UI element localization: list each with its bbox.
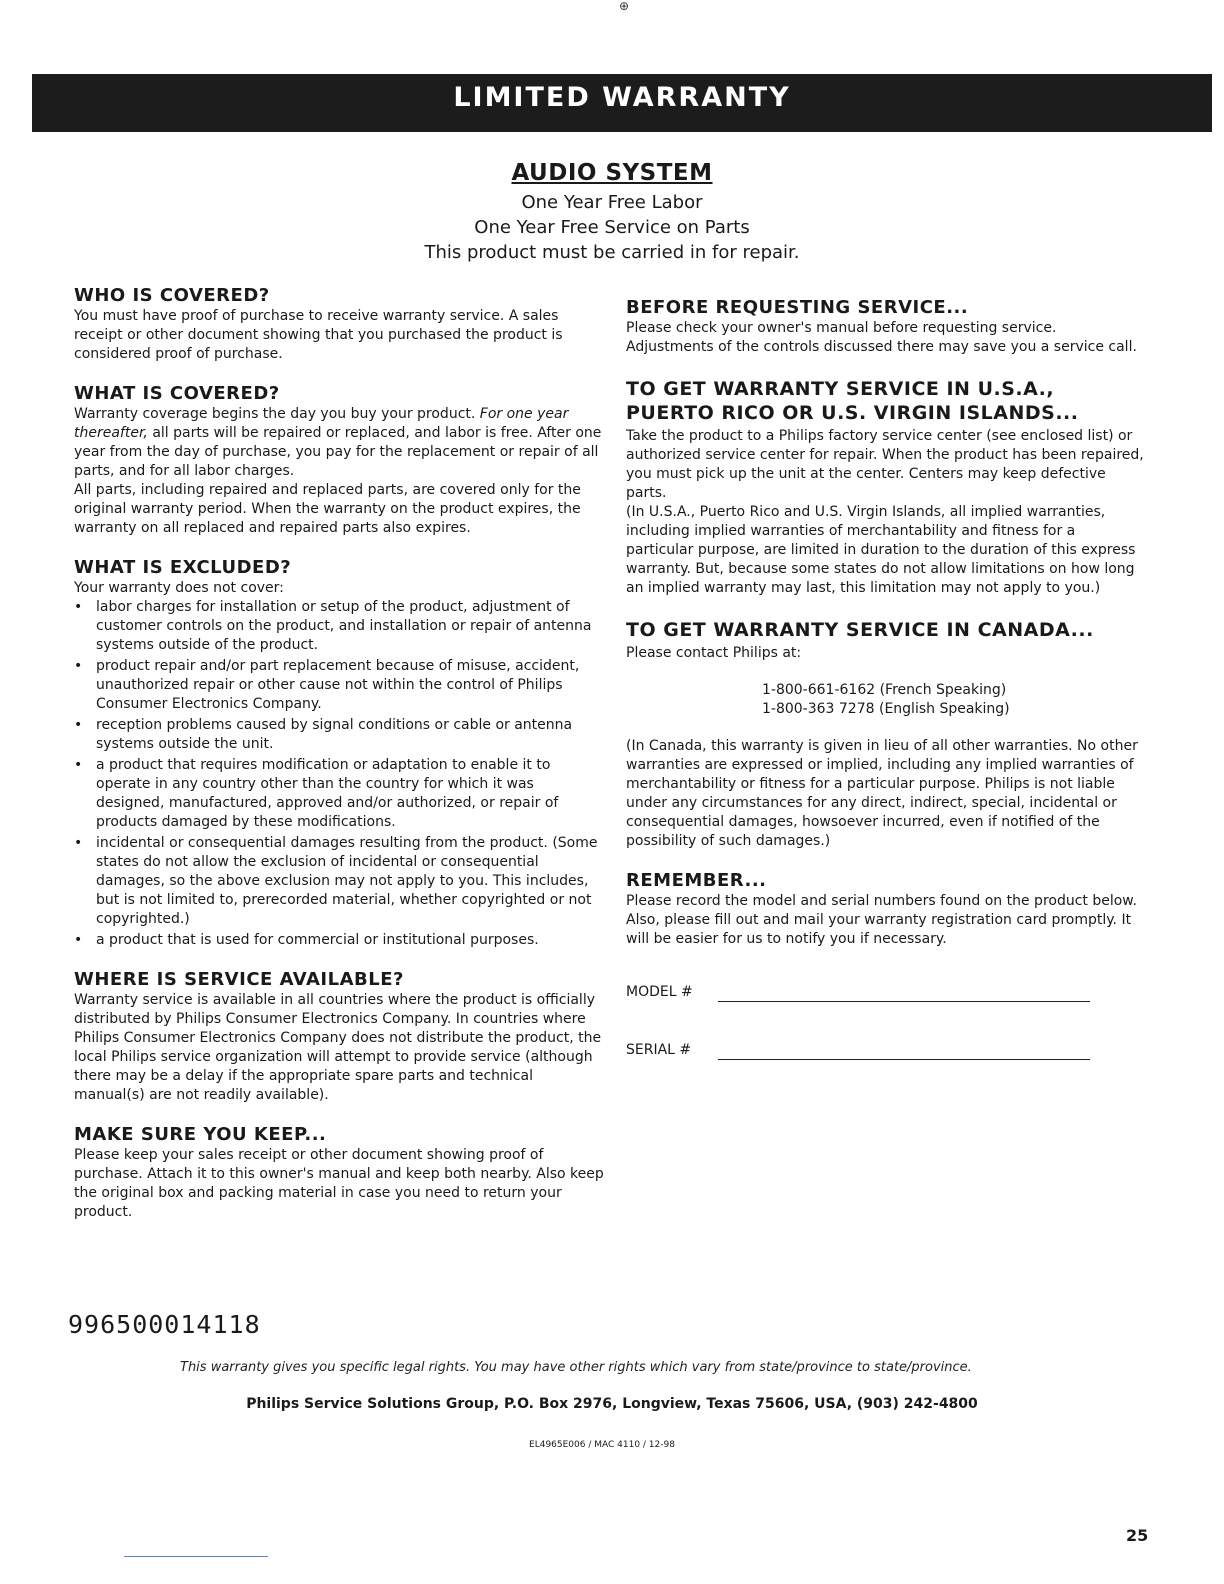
registration-mark-icon: ⊕: [618, 0, 630, 13]
model-label: MODEL #: [626, 984, 693, 1000]
section-who-covered: [74, 286, 604, 364]
list-item: • labor charges for installation or setup of the product, adjustment of customer controls on the product, and installation or repair of antenna systems outside of the product.: [74, 599, 592, 653]
section-intro: Please contact Philips at:: [626, 645, 802, 661]
section-body: Please record the model and serial numbers found on the product below. Also, please fill out and mail your warranty registration card promptly. It will be easier for us to notify you if necessary.: [626, 893, 1137, 947]
section-title: TO GET WARRANTY SERVICE IN U.S.A., PUERTO RICO OR U.S. VIRGIN ISLANDS...: [626, 378, 1079, 424]
model-blank-line[interactable]: [718, 1001, 1090, 1002]
section-title: BEFORE REQUESTING SERVICE...: [626, 297, 969, 318]
list-item: • product repair and/or part replacement because of misuse, accident, unauthorized repair or other cause not within the control of Philips Consumer Electronics Company.: [74, 658, 580, 712]
bullet-icon: •: [74, 717, 83, 733]
section-title: WHAT IS COVERED?: [74, 383, 280, 404]
phone-english: 1-800-363 7278 (English Speaking): [762, 701, 1010, 717]
serial-number-field[interactable]: [626, 1041, 1146, 1065]
phone-french: 1-800-661-6162 (French Speaking): [762, 682, 1007, 698]
body-start: Warranty coverage begins the day you buy your product.: [74, 406, 480, 422]
section-body-2: All parts, including repaired and replaced parts, are covered only for the original warranty period. When the warranty on the product expires, the warranty on all replaced and repaired parts also expires.: [74, 482, 581, 536]
section-what-excluded: [74, 558, 604, 950]
phone-numbers: [762, 681, 1146, 719]
exclusion-list: [74, 598, 604, 950]
part-number: 996500014118: [68, 1310, 261, 1339]
section-title: MAKE SURE YOU KEEP...: [74, 1124, 327, 1145]
list-item: • reception problems caused by signal conditions or cable or antenna systems outside the unit.: [74, 717, 573, 752]
serial-label: SERIAL #: [626, 1042, 692, 1058]
model-number-field[interactable]: [626, 983, 1146, 1007]
section-remember: [626, 871, 1146, 949]
section-body: (In Canada, this warranty is given in lieu of all other warranties. No other warranties are expressed or implied, including any implied warranties of merchantability or fitness for a particular purpose. Philips is not liable under any circumstances for any direct, indirect, special, incidental or consequential damages, howsoever incurred, even if notified of the possibility of such damages.): [626, 738, 1138, 849]
body-rest: all parts will be repaired or replaced, and labor is free. After one year from the day of purchase, you pay for the replacement or repair of all parts, and for all labor charges.: [74, 425, 602, 479]
bullet-icon: •: [74, 658, 83, 674]
section-title: TO GET WARRANTY SERVICE IN CANADA...: [626, 619, 1094, 641]
section-what-covered: [74, 384, 604, 538]
section-title: WHAT IS EXCLUDED?: [74, 557, 292, 578]
title-banner: [32, 74, 1212, 132]
page-title: LIMITED WARRANTY: [453, 82, 791, 113]
section-body: Warranty service is available in all countries where the product is officially distributed by Philips Consumer Electronics Company. In countries where Philips Consumer Electronics Company does not distribute the product, the local Philips service organization will attempt to provide service (although there may be a delay if the appropriate spare parts and technical manual(s) are not readily available).: [74, 992, 602, 1103]
legal-rights-note: This warranty gives you specific legal rights. You may have other rights which vary from state/province to state/province.: [180, 1360, 972, 1375]
document-code: EL4965E006 / MAC 4110 / 12-98: [529, 1440, 675, 1450]
coverage-labor: One Year Free Labor: [521, 192, 703, 213]
bottom-divider: [124, 1556, 268, 1557]
section-make-sure-keep: [74, 1125, 604, 1222]
bullet-icon: •: [74, 599, 83, 615]
section-title: REMEMBER...: [626, 870, 767, 891]
page-number: 25: [1126, 1526, 1149, 1545]
section-body: Please keep your sales receipt or other document showing proof of purchase. Attach it to this owner's manual and keep both nearby. Also keep the original box and packing material in case you need to return your product.: [74, 1147, 604, 1220]
bullet-icon: •: [74, 757, 83, 773]
section-title: WHERE IS SERVICE AVAILABLE?: [74, 969, 404, 990]
section-before-service: [626, 298, 1146, 357]
service-address: Philips Service Solutions Group, P.O. Box 2976, Longview, Texas 75606, USA, (903) 242-4800: [246, 1396, 978, 1412]
section-where-service: [74, 970, 604, 1105]
bullet-icon: •: [74, 835, 83, 851]
section-title: WHO IS COVERED?: [74, 285, 270, 306]
section-canada-service: [626, 618, 1146, 851]
right-column: [626, 298, 1146, 1099]
bullet-icon: •: [74, 932, 83, 948]
section-body: Take the product to a Philips factory service center (see enclosed list) or authorized service center for repair. When the product has been repaired, you must pick up the unit at the center. Centers may keep defective parts.: [626, 428, 1144, 501]
body-italic: For one year thereafter,: [74, 406, 569, 441]
section-usa-service: [626, 377, 1146, 598]
product-title: AUDIO SYSTEM: [511, 160, 713, 186]
product-header: [0, 160, 1224, 265]
list-item: • incidental or consequential damages resulting from the product. (Some states do not allow the exclusion of incidental or consequential damages, so the above exclusion may not apply to you. This includes, but is not limited to, prerecorded material, whether copyrighted or not copyrighted.): [74, 835, 598, 927]
list-item: • a product that requires modification or adaptation to enable it to operate in any country other than the country for which it was designed, manufactured, approved and/or authorized, or repair of products damaged by these modifications.: [74, 757, 559, 830]
section-body-2: (In U.S.A., Puerto Rico and U.S. Virgin Islands, all implied warranties, including implied warranties of merchantability and fitness for a particular purpose, are limited in duration to the duration of this express warranty. But, because some states do not allow limitations on how long an implied warranty may last, this limitation may not apply to you.): [626, 504, 1136, 596]
section-body: You must have proof of purchase to receive warranty service. A sales receipt or other document showing that you purchased the product is considered proof of purchase.: [74, 308, 563, 362]
carry-in-note: This product must be carried in for repair.: [424, 242, 800, 263]
coverage-parts: One Year Free Service on Parts: [474, 217, 750, 238]
left-column: [74, 286, 604, 1242]
list-item: • a product that is used for commercial or institutional purposes.: [74, 932, 539, 948]
section-body: [74, 405, 604, 481]
section-intro: Your warranty does not cover:: [74, 580, 284, 596]
serial-blank-line[interactable]: [718, 1059, 1090, 1060]
section-body: Please check your owner's manual before requesting service. Adjustments of the controls discussed there may save you a service call.: [626, 320, 1137, 355]
